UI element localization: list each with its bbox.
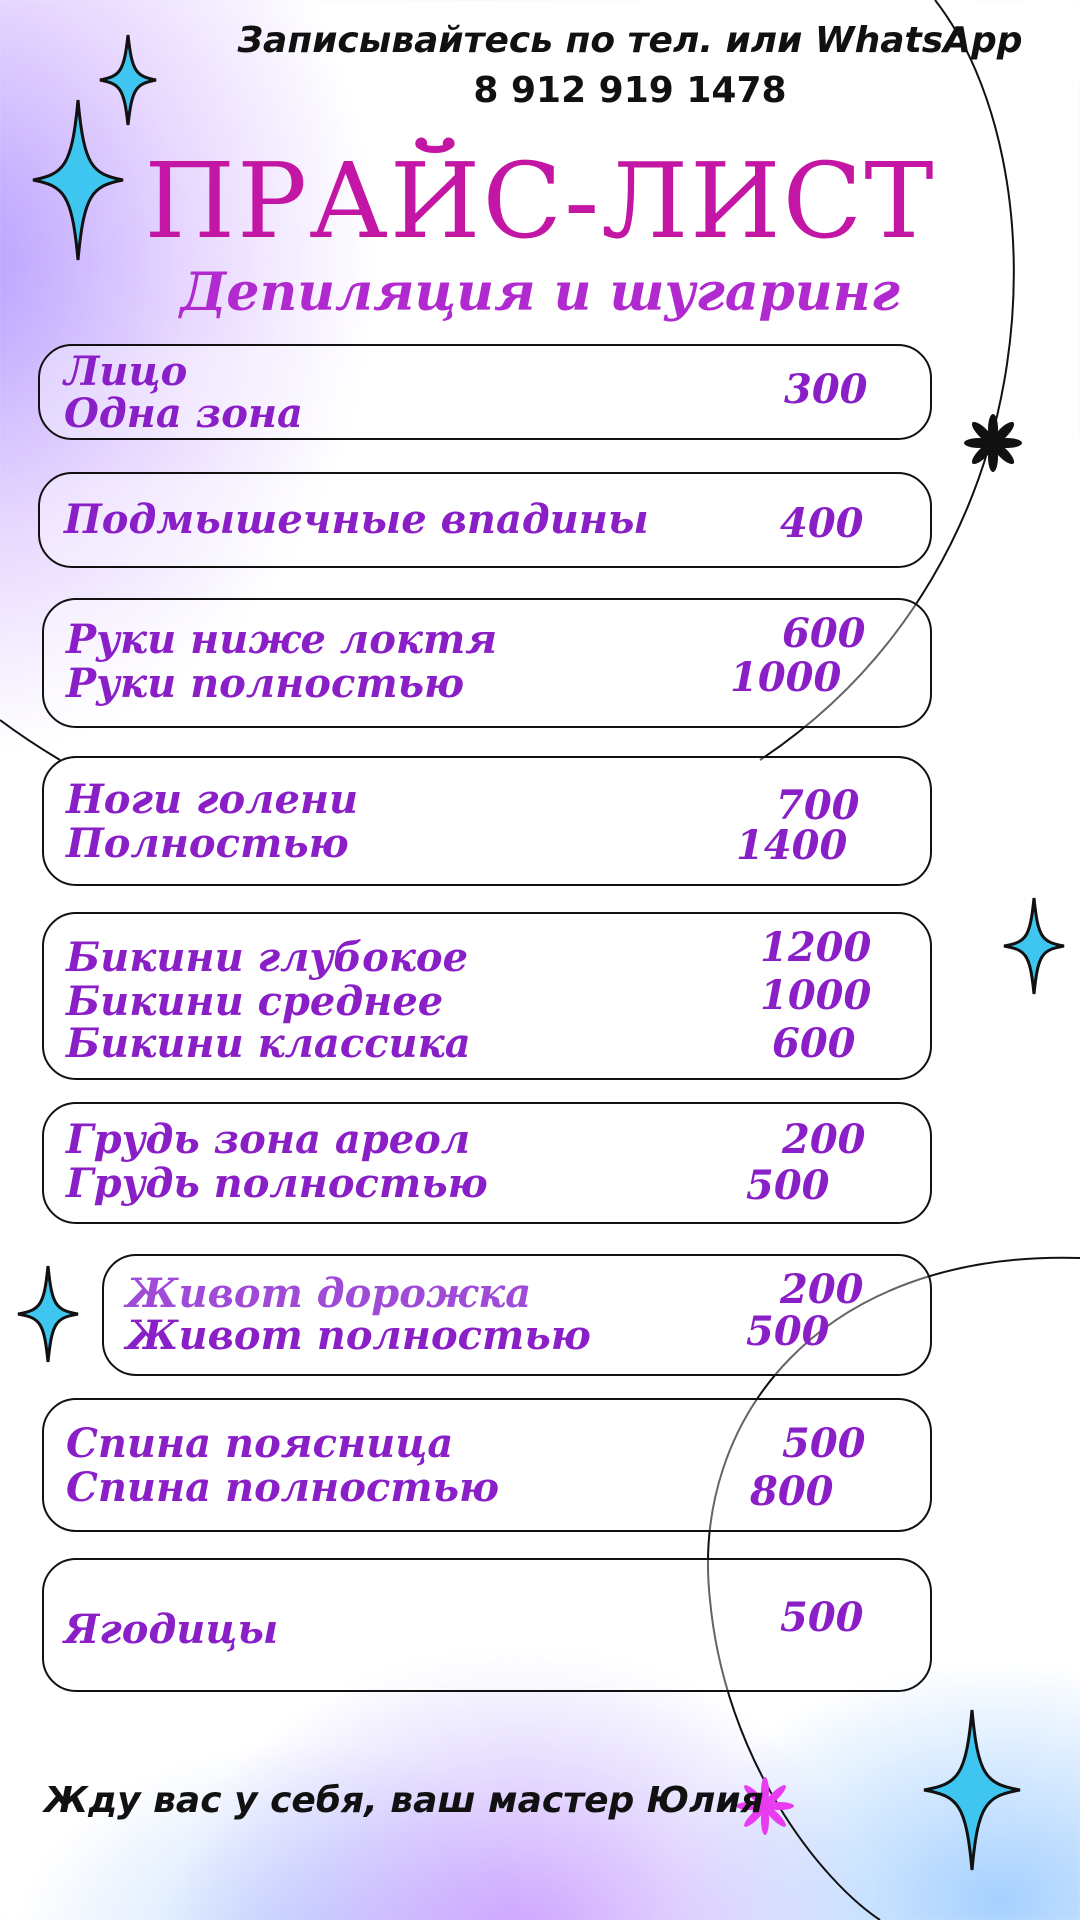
price-box-legs [42, 756, 932, 886]
service-price: 500 [780, 1594, 864, 1641]
service-name: Ноги голени [66, 776, 359, 823]
price-box-armpits [38, 472, 932, 568]
service-name: Бикини глубокое [66, 934, 469, 981]
service-price: 200 [782, 1116, 866, 1163]
service-name: Живот дорожка [126, 1270, 532, 1317]
service-name: Грудь зона ареол [66, 1116, 471, 1163]
service-price: 1400 [736, 822, 848, 869]
service-name: Спина поясница [66, 1420, 454, 1467]
service-name: Бикини среднее [66, 978, 444, 1025]
price-box-belly [102, 1254, 932, 1376]
service-price: 700 [776, 782, 860, 829]
service-price: 300 [784, 366, 868, 413]
service-name: Одна зона [64, 390, 303, 437]
service-price: 600 [782, 610, 866, 657]
price-box-bikini [42, 912, 932, 1080]
service-name: Руки ниже локтя [66, 616, 498, 663]
service-name: Ягодицы [64, 1606, 279, 1653]
price-box-buttocks [42, 1558, 932, 1692]
sparkle-star-icon [1004, 898, 1064, 994]
sparkle-star-icon [18, 1266, 78, 1362]
price-box-back [42, 1398, 932, 1532]
service-price: 500 [746, 1162, 830, 1209]
service-price: 200 [780, 1266, 864, 1313]
service-price: 400 [780, 500, 864, 547]
contact-text: Записывайтесь по тел. или WhatsApp [237, 20, 1023, 61]
footer-signature: Жду вас у себя, ваш мастер Юлия [44, 1780, 764, 1821]
service-price: 1000 [760, 972, 872, 1019]
sparkle-star-icon [924, 1710, 1020, 1870]
service-price: 800 [750, 1468, 834, 1515]
service-name: Бикини классика [66, 1020, 471, 1067]
service-price: 600 [772, 1020, 856, 1067]
service-name: Грудь полностью [66, 1160, 488, 1207]
page-subtitle: Депиляция и шугаринг [180, 262, 900, 323]
service-name: Подмышечные впадины [64, 496, 649, 543]
service-price: 500 [782, 1420, 866, 1467]
phone-number: 8 912 919 1478 [473, 70, 787, 111]
service-name: Лицо [64, 348, 188, 395]
service-name: Полностью [66, 820, 349, 867]
service-price: 500 [746, 1308, 830, 1355]
page-title: ПРАЙС-ЛИСТ [144, 140, 936, 262]
price-box-chest [42, 1102, 932, 1224]
service-name: Спина полностью [66, 1464, 500, 1511]
asterisk-flower-icon [964, 414, 1022, 472]
service-price: 1000 [730, 654, 842, 701]
price-box-face [38, 344, 932, 440]
decorative-arc-left [0, 720, 60, 760]
service-name: Руки полностью [66, 660, 465, 707]
price-box-arms [42, 598, 932, 728]
service-name: Живот полностью [126, 1312, 591, 1359]
service-price: 1200 [760, 924, 872, 971]
